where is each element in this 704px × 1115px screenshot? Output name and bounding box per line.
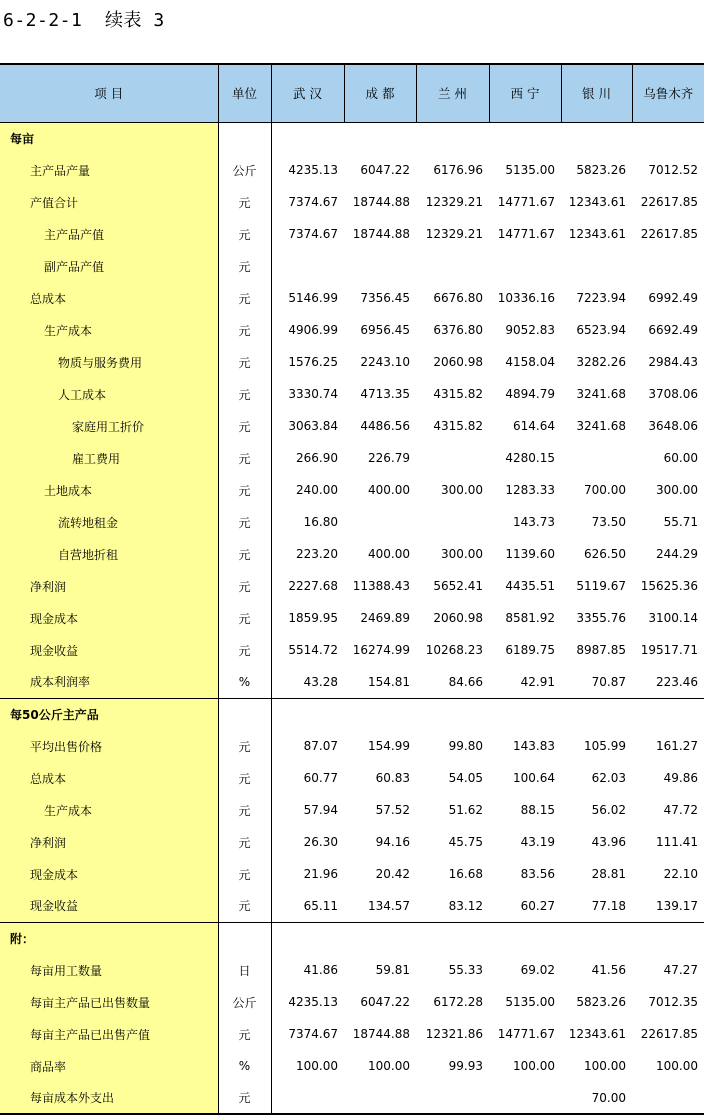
value-cell: 105.99 bbox=[584, 739, 626, 753]
value-cell: 5146.99 bbox=[288, 291, 338, 305]
value-cell: 15625.36 bbox=[640, 579, 698, 593]
value-cell: 16.68 bbox=[448, 867, 483, 881]
row-label: 现金成本 bbox=[0, 858, 218, 890]
value-cell: 12343.61 bbox=[568, 227, 626, 241]
value-cell: 6692.49 bbox=[648, 323, 698, 337]
value-cell: 83.12 bbox=[448, 898, 483, 913]
table-row bbox=[0, 666, 704, 698]
value-cell: 14771.67 bbox=[497, 195, 555, 209]
value-cell: 70.00 bbox=[561, 1082, 632, 1114]
value-cell: 154.81 bbox=[368, 674, 410, 689]
row-unit: 元 bbox=[218, 538, 271, 570]
value-cell: 6523.94 bbox=[576, 323, 626, 337]
value-cell: 226.79 bbox=[368, 451, 410, 465]
table-row bbox=[0, 826, 704, 858]
value-cell: 11388.43 bbox=[352, 579, 410, 593]
row-unit: % bbox=[218, 1050, 271, 1082]
value-cell: 54.05 bbox=[448, 771, 483, 785]
value-cell bbox=[632, 250, 704, 282]
value-cell: 4435.51 bbox=[505, 579, 555, 593]
row-label: 物质与服务费用 bbox=[0, 346, 218, 378]
section-label: 附： bbox=[0, 922, 218, 954]
value-cell bbox=[344, 698, 416, 730]
value-cell: 5119.67 bbox=[576, 579, 626, 593]
row-label: 人工成本 bbox=[0, 378, 218, 410]
value-cell: 6676.80 bbox=[433, 291, 483, 305]
value-cell: 7012.52 bbox=[648, 163, 698, 177]
value-cell bbox=[271, 1082, 344, 1114]
value-cell: 65.11 bbox=[303, 898, 338, 913]
value-cell: 700.00 bbox=[584, 483, 626, 497]
value-cell bbox=[632, 122, 704, 154]
value-cell: 21.96 bbox=[303, 867, 338, 881]
value-cell bbox=[632, 1082, 704, 1114]
value-cell: 100.00 bbox=[368, 1059, 410, 1073]
table-row bbox=[0, 154, 704, 186]
row-label: 副产品产值 bbox=[0, 250, 218, 282]
header-city: 武 汉 bbox=[271, 64, 344, 122]
value-cell bbox=[561, 442, 632, 474]
row-label: 现金收益 bbox=[0, 890, 218, 922]
value-cell: 10336.16 bbox=[497, 291, 555, 305]
value-cell: 49.86 bbox=[663, 771, 698, 785]
value-cell: 626.50 bbox=[584, 547, 626, 561]
value-cell: 41.86 bbox=[303, 963, 338, 977]
value-cell: 14771.67 bbox=[497, 1027, 555, 1041]
table-row bbox=[0, 570, 704, 602]
value-cell: 51.62 bbox=[448, 803, 483, 817]
value-cell bbox=[416, 250, 489, 282]
value-cell bbox=[489, 122, 561, 154]
value-cell: 614.64 bbox=[513, 419, 555, 433]
value-cell: 22617.85 bbox=[640, 195, 698, 209]
value-cell: 60.83 bbox=[375, 771, 410, 785]
value-cell: 7223.94 bbox=[576, 291, 626, 305]
value-cell bbox=[416, 506, 489, 538]
row-label: 土地成本 bbox=[0, 474, 218, 506]
header-city: 银 川 bbox=[561, 64, 632, 122]
value-cell: 2227.68 bbox=[288, 579, 338, 593]
value-cell bbox=[561, 122, 632, 154]
row-label: 流转地租金 bbox=[0, 506, 218, 538]
value-cell: 223.46 bbox=[656, 674, 698, 689]
value-cell: 223.20 bbox=[296, 547, 338, 561]
header-item: 项 目 bbox=[0, 64, 218, 122]
value-cell: 62.03 bbox=[591, 771, 626, 785]
table-row bbox=[0, 762, 704, 794]
value-cell: 4235.13 bbox=[288, 995, 338, 1009]
value-cell: 143.73 bbox=[513, 515, 555, 529]
value-cell: 26.30 bbox=[303, 835, 338, 849]
value-cell: 18744.88 bbox=[352, 1027, 410, 1041]
table-row bbox=[0, 698, 704, 730]
row-label: 家庭用工折价 bbox=[0, 410, 218, 442]
row-label: 每亩主产品已出售数量 bbox=[0, 986, 218, 1018]
value-cell: 4158.04 bbox=[505, 355, 555, 369]
value-cell: 55.33 bbox=[448, 963, 483, 977]
table-row bbox=[0, 122, 704, 154]
value-cell: 9052.83 bbox=[505, 323, 555, 337]
value-cell bbox=[416, 922, 489, 954]
row-label: 总成本 bbox=[0, 762, 218, 794]
header-city: 西 宁 bbox=[489, 64, 561, 122]
value-cell: 28.81 bbox=[591, 867, 626, 881]
section-label: 每亩 bbox=[0, 122, 218, 154]
table-row bbox=[0, 922, 704, 954]
value-cell: 5514.72 bbox=[288, 643, 338, 657]
table-row bbox=[0, 986, 704, 1018]
value-cell: 87.07 bbox=[303, 739, 338, 753]
value-cell: 10268.23 bbox=[425, 643, 483, 657]
row-unit: 元 bbox=[218, 570, 271, 602]
value-cell: 4315.82 bbox=[433, 387, 483, 401]
row-label: 每亩成本外支出 bbox=[0, 1082, 218, 1114]
value-cell: 57.52 bbox=[375, 803, 410, 817]
row-label: 产值合计 bbox=[0, 186, 218, 218]
value-cell bbox=[344, 922, 416, 954]
header-city: 乌鲁木齐 bbox=[632, 64, 704, 122]
value-cell: 12321.86 bbox=[425, 1027, 483, 1041]
table-row bbox=[0, 730, 704, 762]
value-cell: 55.71 bbox=[663, 515, 698, 529]
value-cell: 60.77 bbox=[303, 771, 338, 785]
value-cell: 100.00 bbox=[296, 1059, 338, 1073]
value-cell: 4894.79 bbox=[505, 387, 555, 401]
table-row bbox=[0, 474, 704, 506]
table-row bbox=[0, 346, 704, 378]
value-cell: 6956.45 bbox=[360, 323, 410, 337]
value-cell: 4906.99 bbox=[288, 323, 338, 337]
value-cell: 7374.67 bbox=[288, 227, 338, 241]
table-row bbox=[0, 186, 704, 218]
table-body bbox=[0, 122, 704, 1114]
header-row bbox=[0, 64, 704, 122]
table-row bbox=[0, 1050, 704, 1082]
value-cell: 100.64 bbox=[513, 771, 555, 785]
value-cell bbox=[344, 1082, 416, 1114]
value-cell: 300.00 bbox=[441, 547, 483, 561]
value-cell: 1859.95 bbox=[288, 611, 338, 625]
value-cell: 22617.85 bbox=[640, 1027, 698, 1041]
value-cell: 6172.28 bbox=[433, 995, 483, 1009]
row-label: 每亩主产品已出售产值 bbox=[0, 1018, 218, 1050]
value-cell: 94.16 bbox=[375, 835, 410, 849]
value-cell: 3063.84 bbox=[288, 419, 338, 433]
value-cell: 3648.06 bbox=[648, 419, 698, 433]
cost-benefit-table bbox=[0, 63, 704, 1115]
value-cell: 60.27 bbox=[520, 898, 555, 913]
value-cell: 3355.76 bbox=[576, 611, 626, 625]
value-cell: 5823.26 bbox=[576, 995, 626, 1009]
row-unit: 元 bbox=[218, 1082, 271, 1114]
value-cell: 18744.88 bbox=[352, 227, 410, 241]
value-cell: 47.72 bbox=[663, 803, 698, 817]
value-cell: 7374.67 bbox=[288, 195, 338, 209]
row-label: 现金成本 bbox=[0, 602, 218, 634]
row-label: 总成本 bbox=[0, 282, 218, 314]
row-label: 成本利润率 bbox=[0, 666, 218, 698]
value-cell: 100.00 bbox=[584, 1059, 626, 1073]
row-unit: 元 bbox=[218, 410, 271, 442]
value-cell: 3330.74 bbox=[288, 387, 338, 401]
value-cell: 42.91 bbox=[520, 674, 555, 689]
value-cell: 1576.25 bbox=[288, 355, 338, 369]
value-cell: 47.27 bbox=[663, 963, 698, 977]
value-cell: 12329.21 bbox=[425, 227, 483, 241]
value-cell: 134.57 bbox=[368, 898, 410, 913]
value-cell: 1283.33 bbox=[505, 483, 555, 497]
value-cell: 100.00 bbox=[656, 1059, 698, 1073]
table-row bbox=[0, 602, 704, 634]
value-cell bbox=[271, 122, 344, 154]
table-row bbox=[0, 410, 704, 442]
value-cell bbox=[416, 122, 489, 154]
table-row bbox=[0, 794, 704, 826]
value-cell: 12343.61 bbox=[568, 1027, 626, 1041]
row-label: 净利润 bbox=[0, 826, 218, 858]
value-cell: 84.66 bbox=[448, 674, 483, 689]
value-cell: 3241.68 bbox=[576, 387, 626, 401]
row-unit: 元 bbox=[218, 730, 271, 762]
value-cell bbox=[489, 250, 561, 282]
value-cell bbox=[416, 442, 489, 474]
row-unit bbox=[218, 922, 271, 954]
row-label: 生产成本 bbox=[0, 314, 218, 346]
row-unit: 元 bbox=[218, 474, 271, 506]
value-cell: 2243.10 bbox=[360, 355, 410, 369]
row-unit: 元 bbox=[218, 442, 271, 474]
row-unit: 日 bbox=[218, 954, 271, 986]
value-cell: 5135.00 bbox=[505, 995, 555, 1009]
value-cell bbox=[271, 922, 344, 954]
table-row bbox=[0, 506, 704, 538]
value-cell: 77.18 bbox=[591, 898, 626, 913]
value-cell: 6176.96 bbox=[433, 163, 483, 177]
value-cell: 2060.98 bbox=[433, 355, 483, 369]
value-cell: 143.83 bbox=[513, 739, 555, 753]
value-cell: 83.56 bbox=[520, 867, 555, 881]
row-unit: 元 bbox=[218, 826, 271, 858]
value-cell: 4280.15 bbox=[505, 451, 555, 465]
row-unit: 元 bbox=[218, 1018, 271, 1050]
row-unit: 元 bbox=[218, 634, 271, 666]
value-cell: 4315.82 bbox=[433, 419, 483, 433]
value-cell: 69.02 bbox=[520, 963, 555, 977]
value-cell bbox=[632, 922, 704, 954]
value-cell: 154.99 bbox=[368, 739, 410, 753]
value-cell: 161.27 bbox=[656, 739, 698, 753]
header-unit: 单位 bbox=[218, 64, 271, 122]
row-unit: 元 bbox=[218, 858, 271, 890]
value-cell: 100.00 bbox=[513, 1059, 555, 1073]
value-cell: 240.00 bbox=[296, 483, 338, 497]
value-cell bbox=[416, 1082, 489, 1114]
row-label: 生产成本 bbox=[0, 794, 218, 826]
value-cell: 139.17 bbox=[656, 898, 698, 913]
value-cell: 99.93 bbox=[448, 1059, 483, 1073]
value-cell: 266.90 bbox=[296, 451, 338, 465]
value-cell: 300.00 bbox=[441, 483, 483, 497]
row-unit bbox=[218, 122, 271, 154]
row-label: 平均出售价格 bbox=[0, 730, 218, 762]
value-cell bbox=[271, 698, 344, 730]
table-row bbox=[0, 1082, 704, 1114]
value-cell: 400.00 bbox=[368, 547, 410, 561]
row-unit: 元 bbox=[218, 378, 271, 410]
table-row bbox=[0, 282, 704, 314]
section-label: 每50公斤主产品 bbox=[0, 698, 218, 730]
row-label: 主产品产量 bbox=[0, 154, 218, 186]
value-cell: 8987.85 bbox=[576, 643, 626, 657]
value-cell: 6992.49 bbox=[648, 291, 698, 305]
value-cell: 7374.67 bbox=[288, 1027, 338, 1041]
row-unit: 元 bbox=[218, 282, 271, 314]
row-label: 雇工费用 bbox=[0, 442, 218, 474]
page-title: 6-2-2-1 续表 3 bbox=[3, 10, 165, 31]
value-cell bbox=[489, 922, 561, 954]
value-cell: 12343.61 bbox=[568, 195, 626, 209]
value-cell: 16.80 bbox=[303, 515, 338, 529]
value-cell bbox=[416, 698, 489, 730]
row-unit: 元 bbox=[218, 794, 271, 826]
header-city: 成 都 bbox=[344, 64, 416, 122]
value-cell bbox=[561, 698, 632, 730]
value-cell: 19517.71 bbox=[640, 643, 698, 657]
row-label: 主产品产值 bbox=[0, 218, 218, 250]
value-cell bbox=[632, 698, 704, 730]
value-cell: 57.94 bbox=[303, 803, 338, 817]
value-cell: 20.42 bbox=[375, 867, 410, 881]
value-cell: 8581.92 bbox=[505, 611, 555, 625]
value-cell: 111.41 bbox=[656, 835, 698, 849]
row-unit bbox=[218, 698, 271, 730]
value-cell: 70.87 bbox=[591, 674, 626, 689]
value-cell: 3100.14 bbox=[648, 611, 698, 625]
value-cell: 7012.35 bbox=[648, 995, 698, 1009]
value-cell: 43.96 bbox=[591, 835, 626, 849]
row-unit: 元 bbox=[218, 218, 271, 250]
value-cell bbox=[489, 1082, 561, 1114]
row-unit: 元 bbox=[218, 602, 271, 634]
value-cell: 5823.26 bbox=[576, 163, 626, 177]
value-cell: 22.10 bbox=[663, 867, 698, 881]
value-cell: 6376.80 bbox=[433, 323, 483, 337]
value-cell: 7356.45 bbox=[360, 291, 410, 305]
value-cell: 4486.56 bbox=[360, 419, 410, 433]
value-cell: 300.00 bbox=[656, 483, 698, 497]
table-row bbox=[0, 218, 704, 250]
table-row bbox=[0, 250, 704, 282]
value-cell: 3708.06 bbox=[648, 387, 698, 401]
value-cell: 2060.98 bbox=[433, 611, 483, 625]
value-cell: 14771.67 bbox=[497, 227, 555, 241]
value-cell: 43.28 bbox=[303, 674, 338, 689]
value-cell: 1139.60 bbox=[505, 547, 555, 561]
value-cell: 6047.22 bbox=[360, 995, 410, 1009]
value-cell: 5652.41 bbox=[433, 579, 483, 593]
value-cell: 400.00 bbox=[368, 483, 410, 497]
value-cell: 18744.88 bbox=[352, 195, 410, 209]
value-cell: 99.80 bbox=[448, 739, 483, 753]
header-city: 兰 州 bbox=[416, 64, 489, 122]
value-cell bbox=[561, 250, 632, 282]
row-unit: % bbox=[218, 666, 271, 698]
table-row bbox=[0, 634, 704, 666]
value-cell: 2469.89 bbox=[360, 611, 410, 625]
table-row bbox=[0, 378, 704, 410]
value-cell: 3241.68 bbox=[576, 419, 626, 433]
row-unit: 元 bbox=[218, 506, 271, 538]
table-row bbox=[0, 538, 704, 570]
table-row bbox=[0, 1018, 704, 1050]
row-label: 每亩用工数量 bbox=[0, 954, 218, 986]
value-cell bbox=[344, 250, 416, 282]
row-unit: 元 bbox=[218, 890, 271, 922]
row-label: 净利润 bbox=[0, 570, 218, 602]
row-unit: 元 bbox=[218, 314, 271, 346]
value-cell bbox=[489, 698, 561, 730]
value-cell: 73.50 bbox=[591, 515, 626, 529]
value-cell: 4713.35 bbox=[360, 387, 410, 401]
value-cell bbox=[271, 250, 344, 282]
table-row bbox=[0, 442, 704, 474]
value-cell bbox=[344, 506, 416, 538]
row-unit: 元 bbox=[218, 762, 271, 794]
value-cell: 3282.26 bbox=[576, 355, 626, 369]
value-cell: 60.00 bbox=[663, 451, 698, 465]
value-cell: 6189.75 bbox=[505, 643, 555, 657]
value-cell: 2984.43 bbox=[648, 355, 698, 369]
row-unit: 元 bbox=[218, 186, 271, 218]
row-unit: 公斤 bbox=[218, 154, 271, 186]
table-row bbox=[0, 858, 704, 890]
row-label: 现金收益 bbox=[0, 634, 218, 666]
value-cell: 22617.85 bbox=[640, 227, 698, 241]
value-cell: 59.81 bbox=[375, 963, 410, 977]
row-label: 商品率 bbox=[0, 1050, 218, 1082]
row-unit: 元 bbox=[218, 250, 271, 282]
value-cell: 56.02 bbox=[591, 803, 626, 817]
value-cell: 6047.22 bbox=[360, 163, 410, 177]
value-cell: 41.56 bbox=[591, 963, 626, 977]
value-cell: 5135.00 bbox=[505, 163, 555, 177]
value-cell: 16274.99 bbox=[352, 643, 410, 657]
table-row bbox=[0, 314, 704, 346]
table-row bbox=[0, 890, 704, 922]
row-unit: 元 bbox=[218, 346, 271, 378]
value-cell: 88.15 bbox=[520, 803, 555, 817]
value-cell: 244.29 bbox=[656, 547, 698, 561]
value-cell: 43.19 bbox=[520, 835, 555, 849]
row-unit: 公斤 bbox=[218, 986, 271, 1018]
row-label: 自营地折租 bbox=[0, 538, 218, 570]
value-cell: 45.75 bbox=[448, 835, 483, 849]
value-cell: 12329.21 bbox=[425, 195, 483, 209]
table-row bbox=[0, 954, 704, 986]
value-cell bbox=[561, 922, 632, 954]
value-cell bbox=[344, 122, 416, 154]
value-cell: 4235.13 bbox=[288, 163, 338, 177]
